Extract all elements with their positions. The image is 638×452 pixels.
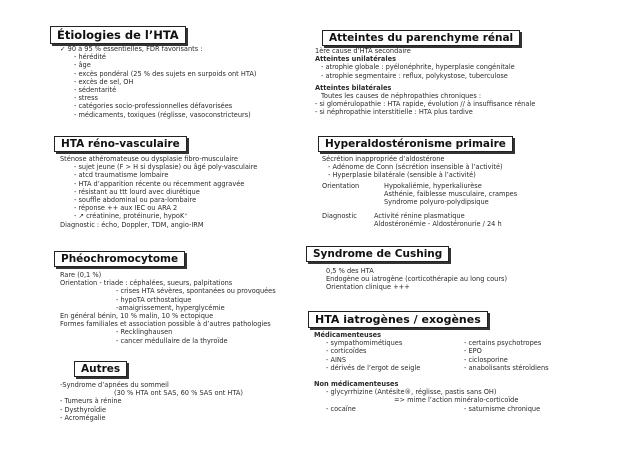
pheo-line: - hypoTA orthostatique: [116, 295, 192, 304]
pheo-text: [60, 271, 276, 345]
pheo-line: En général bénin, 10 % malin, 10 % ectopique: [60, 312, 214, 321]
pheo-line: Formes familiales et association possible à d’autres pathologies: [60, 320, 271, 329]
parenchyme-line: - si glomérulopathie : HTA rapide, évolution // à insuffisance rénale: [315, 100, 536, 109]
autres-line: (30 % HTA ont SAS, 60 % SAS ont HTA): [114, 389, 243, 398]
renovasculaire-line: - réponse ++ aux IEC ou ARA 2: [74, 204, 178, 213]
renovasculaire-text: [60, 155, 257, 229]
hyperaldo-orientation-line: Syndrome polyuro-polydipsique: [384, 198, 489, 207]
pheo-line: -amaigrissement, hyperglycémie: [116, 303, 225, 312]
hyperaldo-title: Hyperaldostéronisme primaire: [318, 136, 513, 152]
autres-line: - Tumeurs à rénine: [60, 397, 122, 406]
hyperaldo-diagnostic-line: Aldostéronémie - Aldostéronurie / 24 h: [374, 220, 502, 229]
hyperaldo-diagnostic-line: Activité rénine plasmatique: [374, 212, 465, 221]
iatrogenes-nonmed-label: Non médicamenteuses: [314, 380, 399, 389]
hyperaldo-line: Sécrétion inappropriée d’aldostérone: [322, 155, 445, 163]
renovasculaire-title: HTA réno-vasculaire: [54, 136, 187, 152]
hyperaldo-line: - Adénome de Conn (sécrétion insensible à l’activité): [328, 163, 503, 172]
hyperaldo-orientation-line: Hypokaliémie, hyperkaliurèse: [384, 181, 482, 190]
etiologies-line: - sédentarité: [74, 86, 117, 95]
autres-line: - Dysthyroïdie: [60, 405, 107, 414]
parenchyme-line: - atrophie segmentaire : reflux, polykystose, tuberculose: [321, 71, 508, 80]
iatrogenes-med-left: - corticoïdes: [326, 347, 367, 356]
etiologies-line: - hérédité: [74, 53, 106, 62]
etiologies-line: - excès de sel, OH: [74, 77, 134, 86]
iatrogenes-med-label: Médicamenteuses: [314, 331, 382, 339]
iatrogenes-nonmed-line: => mime l’action minéralo-corticoïde: [394, 396, 519, 405]
iatrogenes-nonmed-right: - saturnisme chronique: [464, 404, 541, 413]
parenchyme-line: - si néphropathie interstitielle : HTA plus tardive: [315, 108, 473, 117]
hyperaldo-orientation-line: Asthénie, faiblesse musculaire, crampes: [384, 189, 518, 198]
pheo-line: - crises HTA sévères, spontanées ou provoquées: [116, 287, 276, 296]
hyperaldo-orientation-label: Orientation: [322, 181, 360, 190]
cushing-text: [326, 267, 507, 292]
cushing-title: Syndrome de Cushing: [306, 246, 449, 262]
etiologies-title: Étiologies de l’HTA: [50, 26, 186, 44]
etiologies-line: - catégories socio-professionnelles défavorisées: [74, 102, 233, 111]
iatrogenes-med-right: - ciclosporine: [464, 355, 508, 364]
etiologies-line: - médicaments, toxiques (réglisse, vasoconstricteurs): [74, 110, 251, 119]
parenchyme-line: Atteintes bilatérales: [315, 83, 392, 92]
parenchyme-line: Atteintes unilatérales: [315, 55, 397, 64]
renovasculaire-line: Sténose athéromateuse ou dysplasie fibro-musculaire: [60, 155, 238, 163]
renovasculaire-line: - souffle abdominal ou para-lombaire: [74, 196, 197, 205]
autres-line: -Syndrome d’apnées du sommeil: [60, 381, 169, 389]
hyperaldo-line: - Hyperplasie bilatérale (sensible à l’activité): [328, 171, 476, 180]
renovasculaire-line: - résistant au ttt lourd avec diurétique: [74, 187, 200, 196]
pheo-line: - Recklinghausen: [116, 328, 173, 337]
etiologies-line: - âge: [74, 61, 91, 70]
pheo-line: Orientation - triade : céphalées, sueurs, palpitations: [60, 279, 233, 288]
iatrogenes-nonmed-left: - cocaïne: [326, 404, 356, 413]
parenchyme-line: Toutes les causes de néphropathies chroniques :: [321, 92, 482, 101]
iatrogenes-med-right: - certains psychotropes: [464, 339, 542, 348]
renovasculaire-line: - HTA d’apparition récente ou récemment aggravée: [74, 179, 245, 188]
hyperaldo-text: [322, 155, 517, 229]
iatrogenes-title: HTA iatrogènes / exogènes: [308, 311, 488, 328]
cushing-line: Orientation clinique +++: [326, 283, 410, 292]
autres-text: [60, 381, 243, 422]
iatrogenes-med-right: - EPO: [464, 347, 482, 356]
renovasculaire-line: - atcd traumatisme lombaire: [74, 171, 169, 180]
renovasculaire-line: - ↗ créatinine, protéinurie, hypoK⁺: [74, 212, 188, 221]
iatrogenes-text: [314, 331, 549, 413]
iatrogenes-med-left: - AINS: [326, 355, 347, 364]
etiologies-line: - stress: [74, 94, 98, 103]
renovasculaire-line: - sujet jeune (F > H si dysplasie) ou âgé poly-vasculaire: [74, 163, 258, 172]
autres-title: Autres: [74, 361, 127, 377]
parenchyme-line: 1ère cause d’HTA secondaire: [315, 47, 411, 55]
iatrogenes-med-left: - sympathomimétiques: [326, 339, 403, 348]
parenchyme-title: Atteintes du parenchyme rénal: [322, 30, 520, 46]
etiologies-line: - excès pondéral (25 % des sujets en surpoids ont HTA): [74, 69, 257, 78]
parenchyme-line: - atrophie globale : pyélonéphrite, hyperplasie congénitale: [321, 63, 515, 72]
parenchyme-text: [315, 47, 535, 117]
hyperaldo-diagnostic-label: Diagnostic: [322, 212, 357, 221]
cushing-line: 0,5 % des HTA: [326, 267, 374, 275]
iatrogenes-med-right: - anabolisants stéroïdiens: [464, 363, 549, 372]
etiologies-line: ✓ 90 à 95 % essentielles, FDR favorisants :: [60, 45, 203, 53]
renovasculaire-line: Diagnostic : écho, Doppler, TDM, angio-IRM: [60, 220, 204, 229]
pheo-title: Phéochromocytome: [54, 251, 185, 267]
iatrogenes-nonmed-line: - glycyrrhizine (Antésite®, réglisse, pastis sans OH): [326, 388, 497, 397]
iatrogenes-med-left: - dérivés de l’ergot de seigle: [326, 363, 421, 372]
pheo-line: - cancer médullaire de la thyroïde: [116, 336, 228, 345]
pheo-line: Rare (0,1 %): [60, 271, 102, 279]
autres-line: - Acromégalie: [60, 413, 106, 422]
etiologies-text: [60, 45, 256, 119]
cushing-line: Endogène ou iatrogène (corticothérapie au long cours): [326, 275, 508, 284]
